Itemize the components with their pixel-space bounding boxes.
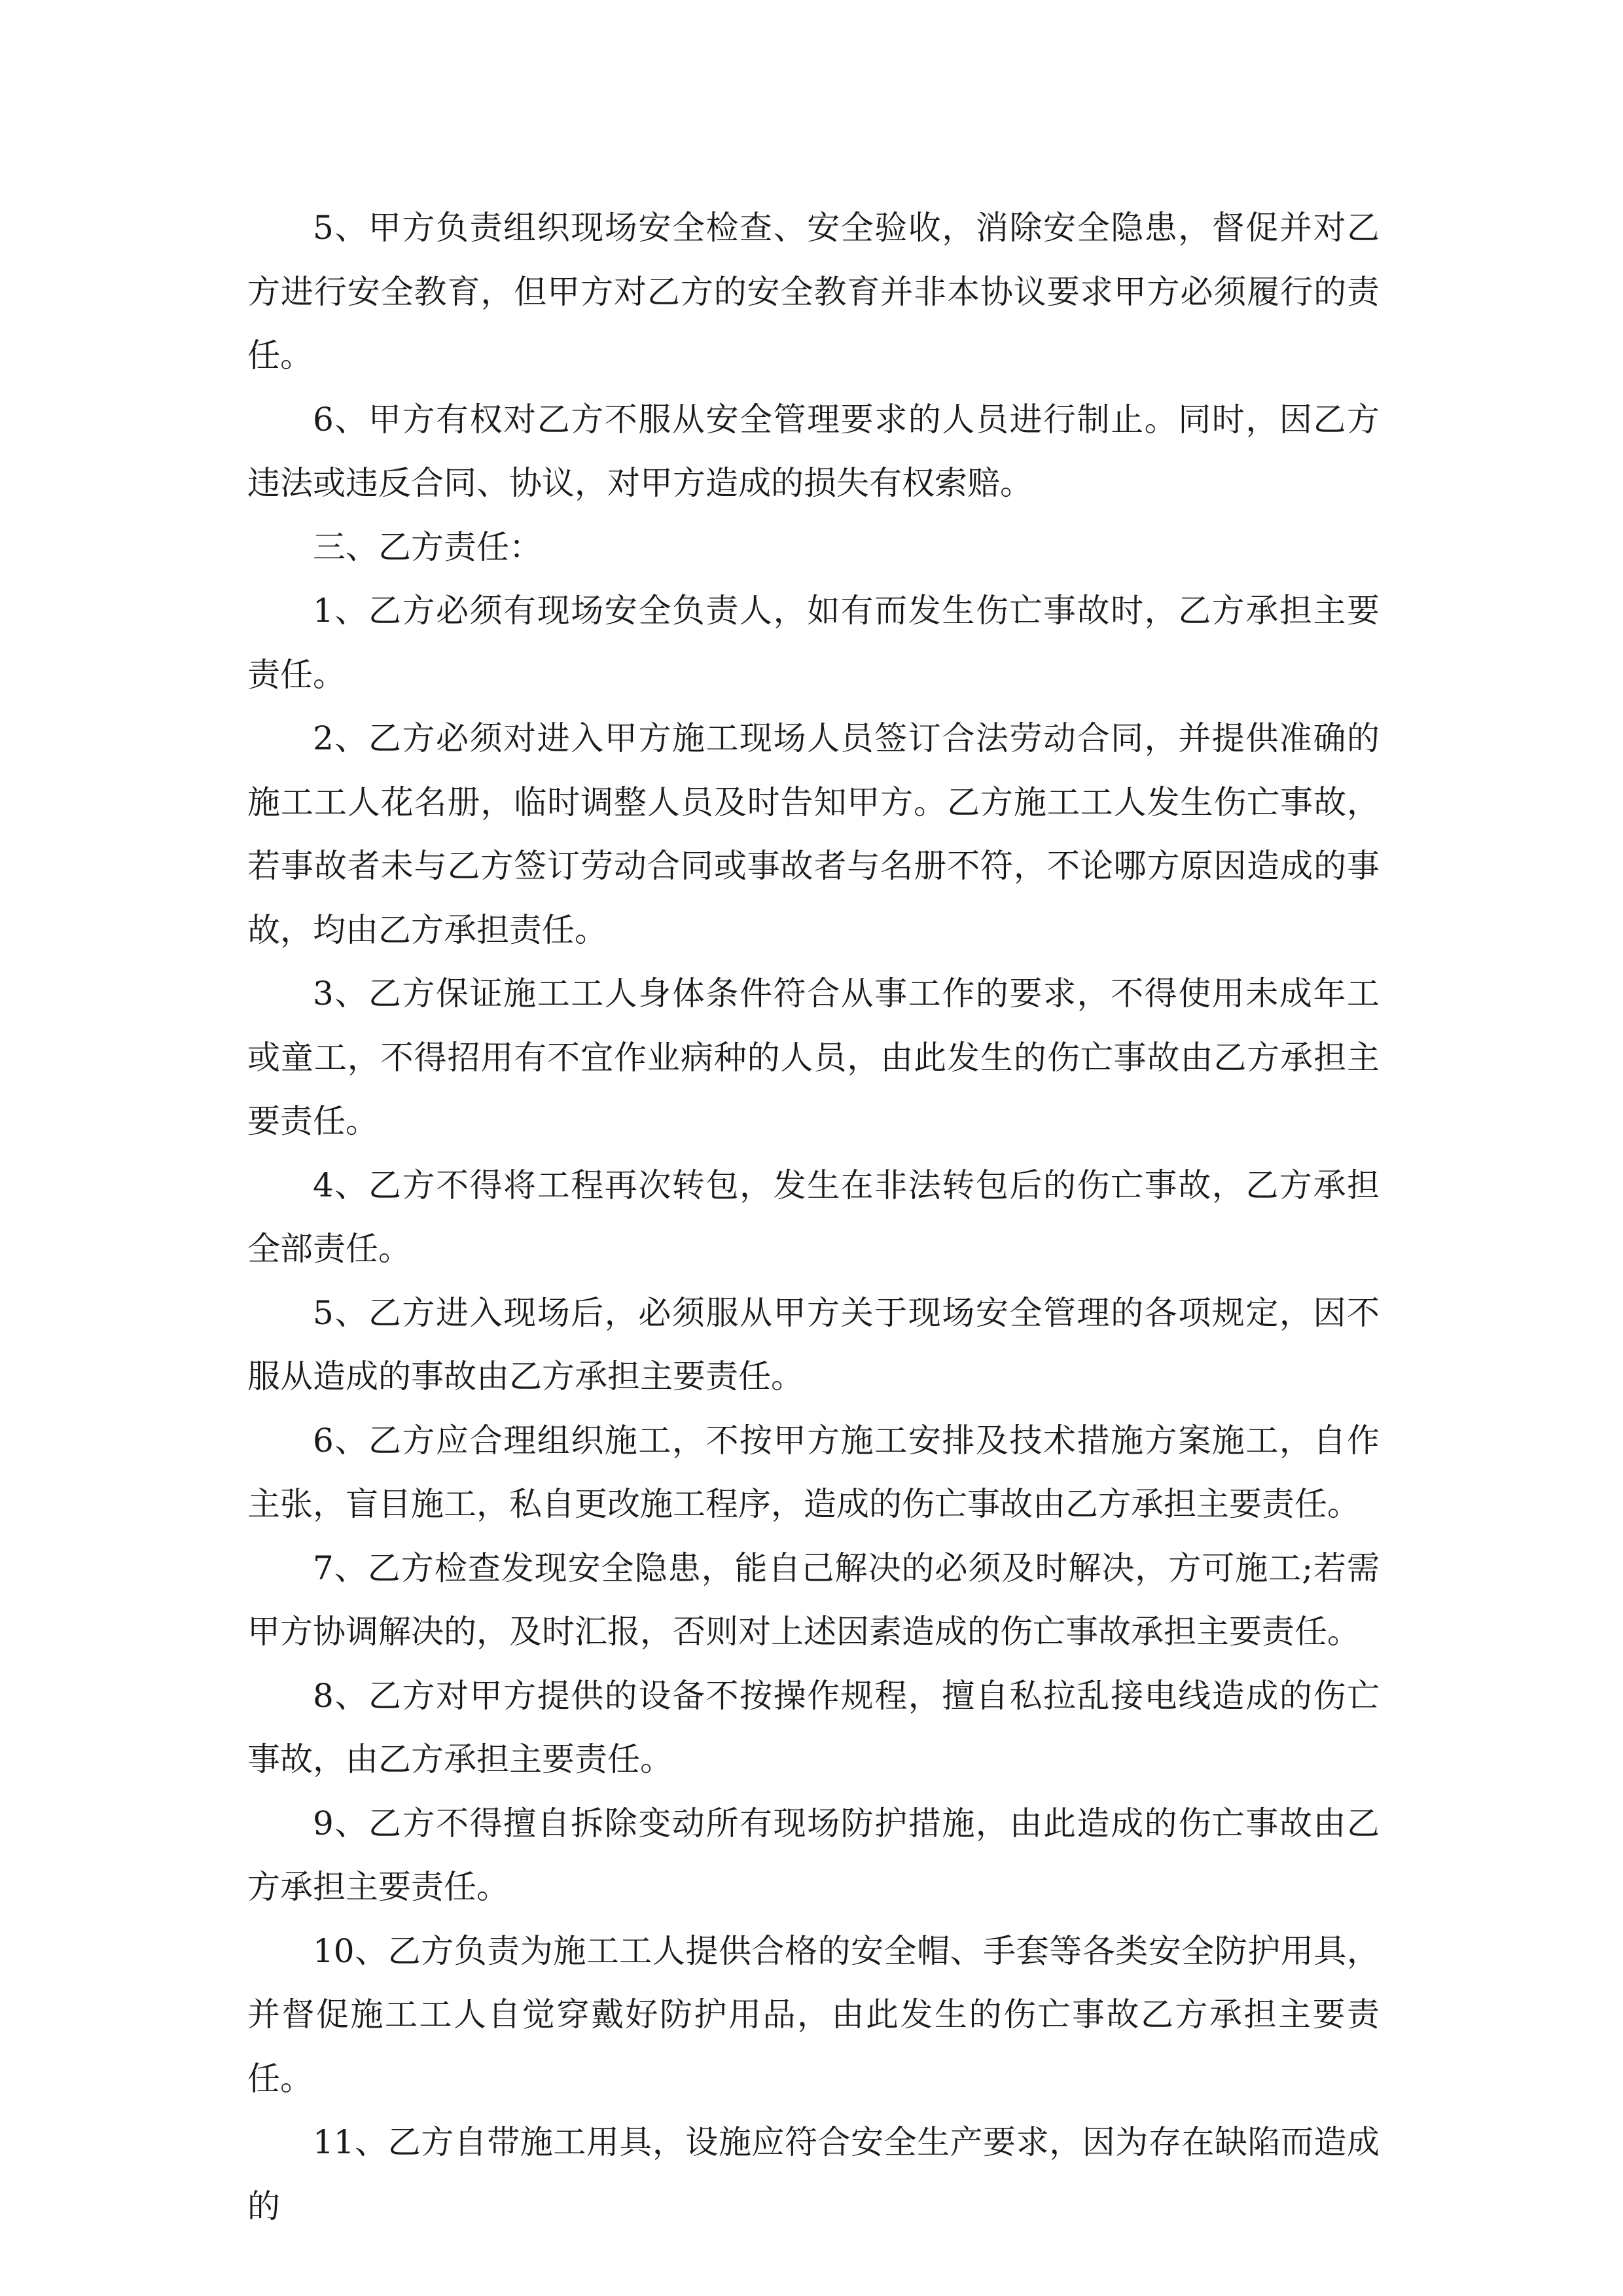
paragraph-party-b-9: 9、乙方不得擅自拆除变动所有现场防护措施，由此造成的伤亡事故由乙方承担主要责任。 bbox=[247, 1804, 1380, 1906]
paragraph-party-b-8: 8、乙方对甲方提供的设备不按操作规程，擅自私拉乱接电线造成的伤亡事故，由乙方承担主要责任。 bbox=[247, 1676, 1380, 1778]
paragraph-party-b-10: 10、乙方负责为施工工人提供合格的安全帽、手套等各类安全防护用具，并督促施工工人自觉穿戴好防护用品，由此发生的伤亡事故乙方承担主要责任。 bbox=[247, 1931, 1380, 2098]
paragraph-party-b-5: 5、乙方进入现场后，必须服从甲方关于现场安全管理的各项规定，因不服从造成的事故由乙方承担主要责任。 bbox=[247, 1293, 1380, 1395]
paragraph-party-b-7: 7、乙方检查发现安全隐患，能自己解决的必须及时解决，方可施工;若需甲方协调解决的，及时汇报，否则对上述因素造成的伤亡事故承担主要责任。 bbox=[247, 1549, 1380, 1651]
paragraph-party-b-2: 2、乙方必须对进入甲方施工现场人员签订合法劳动合同，并提供准确的施工工人花名册，临时调整人员及时告知甲方。乙方施工工人发生伤亡事故，若事故者未与乙方签订劳动合同或事故者与名册不符，不论哪方原因造成的事故，均由乙方承担责任。 bbox=[247, 719, 1380, 949]
paragraph-party-b-4: 4、乙方不得将工程再次转包，发生在非法转包后的伤亡事故，乙方承担全部责任。 bbox=[247, 1166, 1380, 1268]
paragraph-party-a-5: 5、甲方负责组织现场安全检查、安全验收，消除安全隐患，督促并对乙方进行安全教育，但甲方对乙方的安全教育并非本协议要求甲方必须履行的责任。 bbox=[247, 209, 1380, 374]
paragraph-party-a-6: 6、甲方有权对乙方不服从安全管理要求的人员进行制止。同时，因乙方违法或违反合同、协议，对甲方造成的损失有权索赔。 bbox=[247, 400, 1380, 502]
paragraph-party-b-1: 1、乙方必须有现场安全负责人，如有而发生伤亡事故时，乙方承担主要责任。 bbox=[247, 592, 1380, 694]
paragraph-party-b-11: 11、乙方自带施工用具，设施应符合安全生产要求，因为存在缺陷而造成的 bbox=[247, 2123, 1380, 2225]
section-heading-party-b: 三、乙方责任： bbox=[313, 528, 542, 566]
document-body bbox=[247, 196, 1380, 2238]
paragraph-party-b-6: 6、乙方应合理组织施工，不按甲方施工安排及技术措施方案施工，自作主张，盲目施工，私自更改施工程序，造成的伤亡事故由乙方承担主要责任。 bbox=[247, 1421, 1380, 1523]
paragraph-party-b-3: 3、乙方保证施工工人身体条件符合从事工作的要求，不得使用未成年工或童工，不得招用有不宜作业病种的人员，由此发生的伤亡事故由乙方承担主要责任。 bbox=[247, 975, 1380, 1140]
